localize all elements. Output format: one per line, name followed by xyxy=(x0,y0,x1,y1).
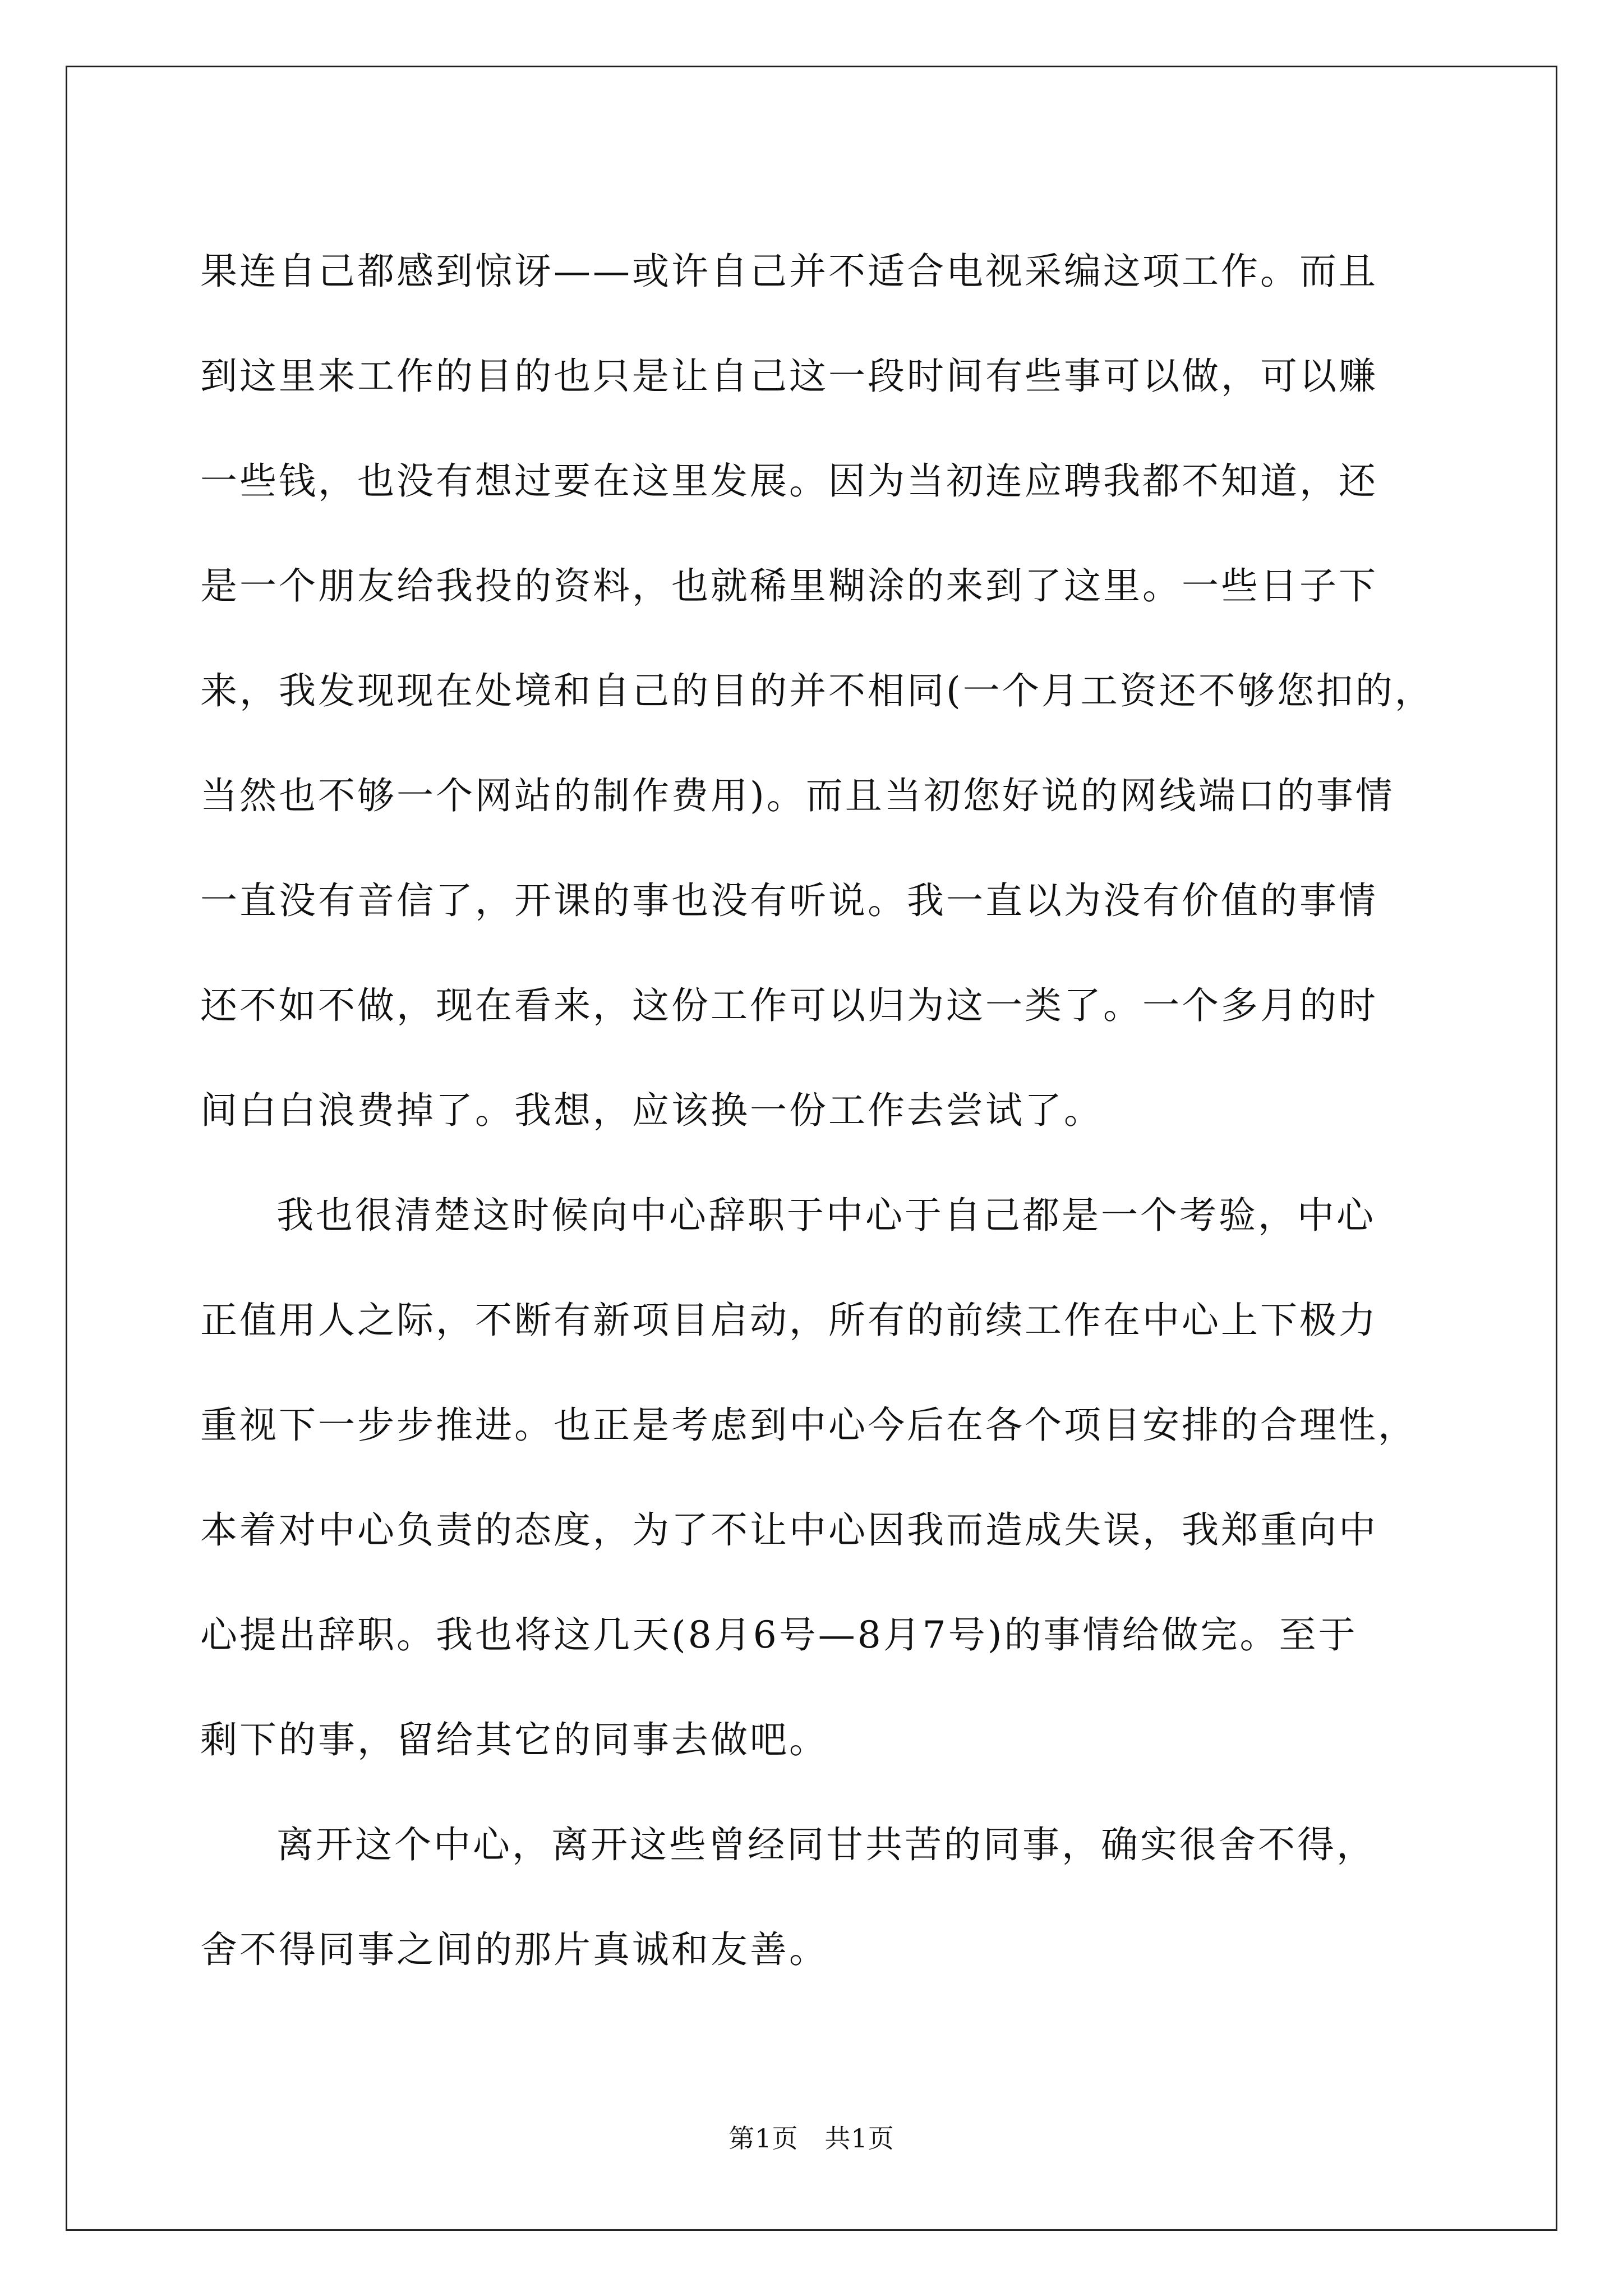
text-line: 舍不得同事之间的那片真诚和友善。 xyxy=(200,1928,828,1971)
text-line: 心提出辞职。我也将这几天(8月6号—8月7号)的事情给做完。至于 xyxy=(200,1613,1358,1657)
text-line: 正值用人之际，不断有新项目启动，所有的前续工作在中心上下极力 xyxy=(200,1299,1378,1342)
document-body xyxy=(200,219,1434,2002)
text-line: 还不如不做，现在看来，这份工作可以归为这一类了。一个多月的时 xyxy=(200,984,1378,1027)
page-footer: 第1页 共1页 xyxy=(728,2123,895,2154)
paragraph-start-line: 离开这个中心，离开这些曾经同甘共苦的同事，确实很舍不得， xyxy=(276,1823,1376,1866)
text-line: 剩下的事，留给其它的同事去做吧。 xyxy=(200,1718,828,1761)
text-line: 一些钱，也没有想过要在这里发展。因为当初连应聘我都不知道，还 xyxy=(200,459,1378,503)
text-line: 是一个朋友给我投的资料，也就稀里糊涂的来到了这里。一些日子下 xyxy=(200,564,1378,608)
text-line: 重视下一步步推进。也正是考虑到中心今后在各个项目安排的合理性， xyxy=(200,1404,1417,1447)
text-line: 当然也不够一个网站的制作费用)。而且当初您好说的网线端口的事情 xyxy=(200,774,1395,817)
text-line: 一直没有音信了，开课的事也没有听说。我一直以为没有价值的事情 xyxy=(200,879,1378,922)
text-line: 来，我发现现在处境和自己的目的并不相同(一个月工资还不够您扣的， xyxy=(200,669,1434,712)
text-line: 果连自己都感到惊讶——或许自己并不适合电视采编这项工作。而且 xyxy=(200,250,1378,293)
text-line: 本着对中心负责的态度，为了不让中心因我而造成失误，我郑重向中 xyxy=(200,1508,1378,1552)
paragraph-start-line: 我也很清楚这时候向中心辞职于中心于自己都是一个考验，中心 xyxy=(276,1194,1376,1237)
text-line: 间白白浪费掉了。我想，应该换一份工作去尝试了。 xyxy=(200,1089,1103,1132)
text-line: 到这里来工作的目的也只是让自己这一段时间有些事可以做，可以赚 xyxy=(200,355,1378,398)
